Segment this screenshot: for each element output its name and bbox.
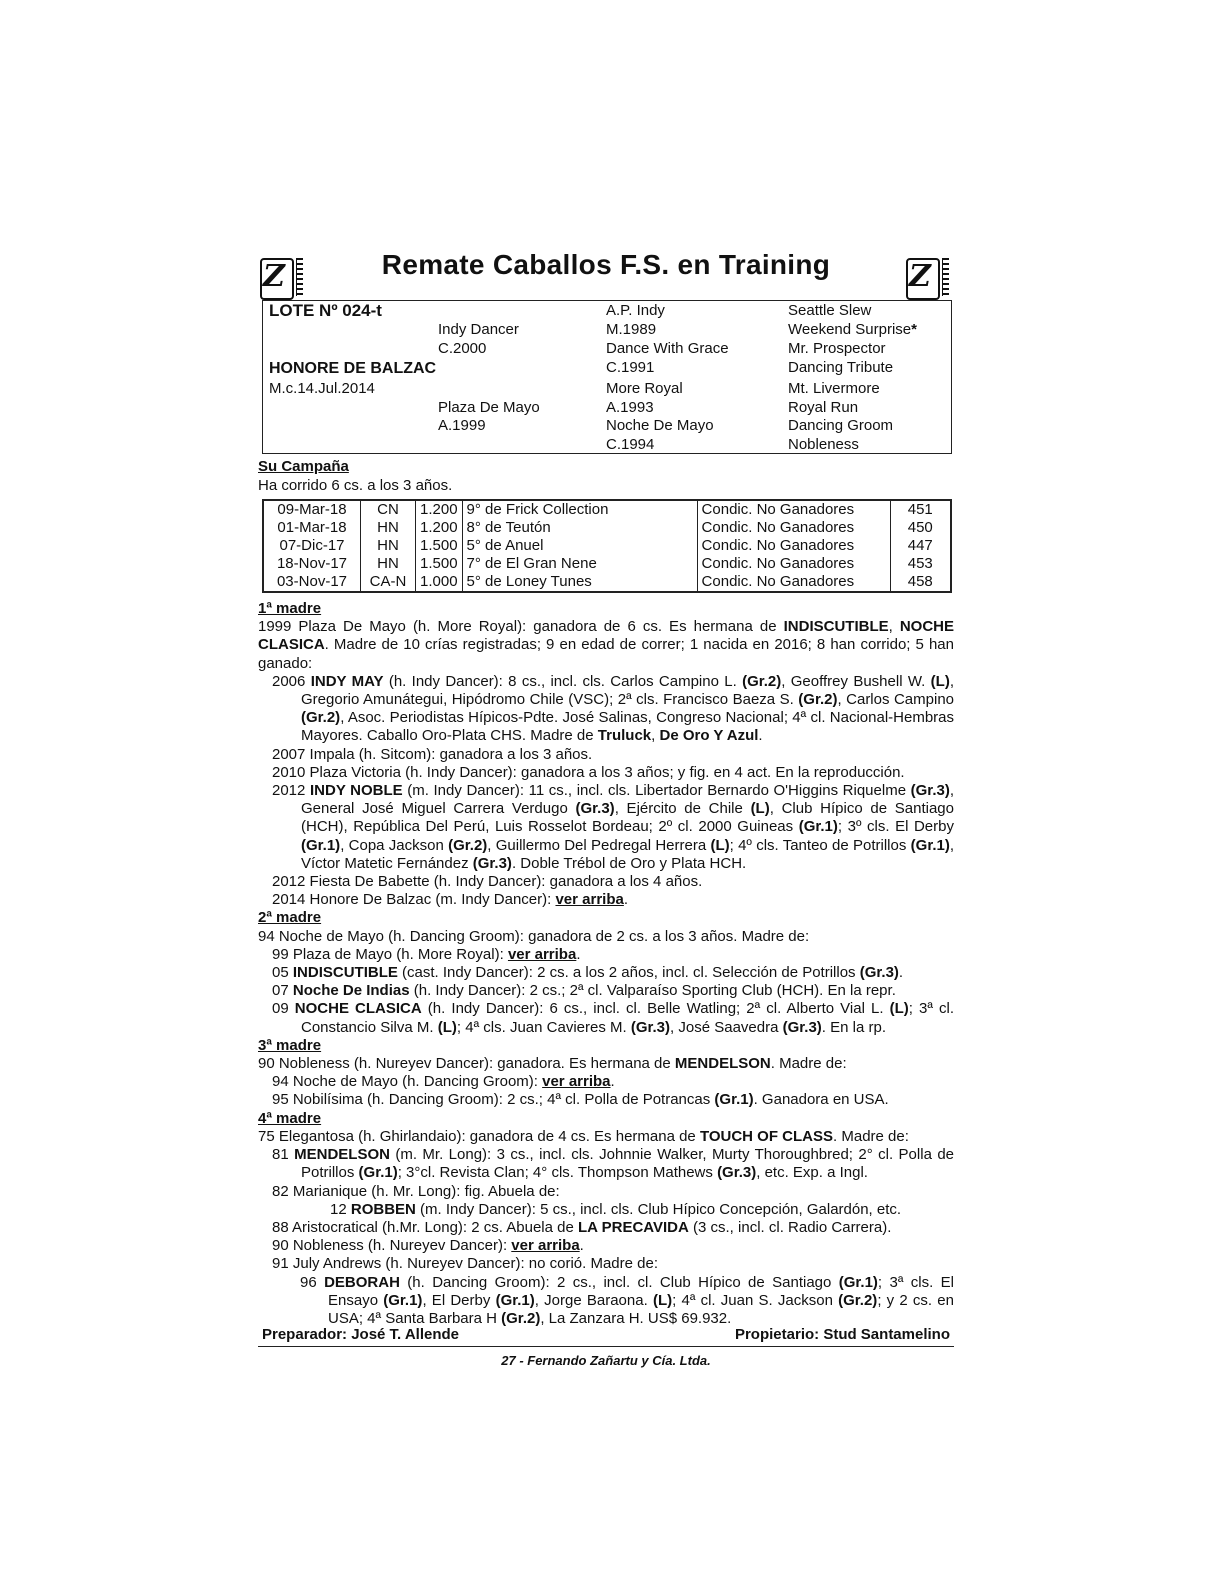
ancestor-5: Mt. Livermore [788,380,880,397]
granddam-1: Dance With Grace [606,340,729,357]
granddam-2: Noche De Mayo [606,417,714,434]
grandsire-1-info: M.1989 [606,321,657,338]
race-weight: 458 [890,573,951,592]
see-above-link: ver arriba [511,1237,580,1255]
grandsire-1: A.P. Indy [606,302,665,319]
produce-entry: 07 Noche De Indias (h. Indy Dancer): 2 cs.; 2ª cl. Valparaíso Sporting Club (HCH). En la repr. [272,982,896,1000]
dam-name: Plaza De Mayo [438,399,540,416]
produce-entry: 2007 Impala (h. Sitcom): ganadora a los 3 años. [272,745,593,763]
race-result: 7° de El Gran Nene [462,555,697,573]
produce-subentry: 96 DEBORAH (h. Dancing Groom): 2 cs., incl. cl. Club Hípico de Santiago (Gr.1); 3ª cls. El Ensayo (Gr.1), El Derby (Gr.1), Jorge Baraona. (L); 4ª cl. Juan S. Jackson (Gr.2); y 2 cs. en USA; 4ª Santa Barbara H (Gr.2), La Zanzara H. US$ 69.932. [300,1273,954,1327]
lot-number: LOTE Nº 024-t [269,301,382,320]
third-dam-intro: 90 Nobleness (h. Nureyev Dancer): ganadora. Es hermana de MENDELSON. Madre de: [258,1055,847,1073]
race-result: 5° de Anuel [462,537,697,555]
race-weight: 450 [890,519,951,537]
produce-entry: 88 Aristocratical (h.Mr. Long): 2 cs. Abuela de LA PRECAVIDA (3 cs., incl. cl. Radio Carrera). [272,1218,892,1236]
first-dam-intro: 1999 Plaza De Mayo (h. More Royal): ganadora de 6 cs. Es hermana de INDISCUTIBLE, NOCHE CLASICA. Madre de 10 crías registradas; 9 en edad de correr; 1 nacida en 2016; 8 han corrido; 5 han ganado: [258,618,954,672]
page-title: Remate Caballos F.S. en Training [381,249,831,280]
produce-entry: 94 Noche de Mayo (h. Dancing Groom): ver arriba. [272,1073,615,1091]
fz-logo-left: Z [260,258,300,298]
table-row [263,519,951,537]
produce-entry: 2010 Plaza Victoria (h. Indy Dancer): ganadora a los 3 años; y fig. en 4 act. En la reproducción. [272,763,905,781]
race-track: HN [361,519,416,537]
race-condition: Condic. No Ganadores [697,519,890,537]
race-condition: Condic. No Ganadores [697,573,890,592]
race-distance: 1.500 [416,537,463,555]
race-track: HN [361,537,416,555]
table-row [263,573,951,592]
fourth-dam-intro: 75 Elegantosa (h. Ghirlandaio): ganadora de 4 cs. Es hermana de TOUCH OF CLASS. Madre de: [258,1127,909,1145]
produce-entry: 2012 Fiesta De Babette (h. Indy Dancer): ganadora a los 4 años. [272,873,703,891]
footer-divider [258,1346,954,1347]
produce-entry: 2012 INDY NOBLE (m. Indy Dancer): 11 cs., incl. cls. Libertador Bernardo O'Higgins Riquelme (Gr.3), General José Miguel Carrera Verdugo (Gr.3), Ejército de Chile (L), Club Hípico de Santiago (HCH), República Del Perú, Luis Rosselot Bordeau; 2º cl. 2000 Guineas (Gr.1); 3º cls. El Derby (Gr.1), Copa Jackson (Gr.2), Guillermo Del Pedregal Herrera (L); 4º cls. Tanteo de Potrillos (Gr.1), Víctor Matetic Fernández (Gr.3). Doble Trébol de Oro y Plata HCH. [272,782,955,872]
produce-entry: 82 Marianique (h. Mr. Long): fig. Abuela de: [272,1182,560,1200]
ancestor-1: Seattle Slew [788,302,872,319]
race-date: 03-Nov-17 [263,573,361,592]
granddam-1-info: C.1991 [606,359,655,376]
trainer: Preparador: José T. Allende [262,1326,460,1343]
dam-info: A.1999 [438,417,486,434]
race-date: 18-Nov-17 [263,555,361,573]
race-result: 8° de Teutón [462,519,697,537]
race-track: CN [361,500,416,519]
second-dam-heading: 2ª madre [258,909,322,927]
see-above-link: ver arriba [542,1073,611,1091]
see-above-link: ver arriba [555,891,624,909]
race-distance: 1.200 [416,519,463,537]
produce-entry: 2006 INDY MAY (h. Indy Dancer): 8 cs., incl. cls. Carlos Campino L. (Gr.2), Geoffrey Bushell W. (L), Gregorio Amunátegui, Hipódromo Chile (VSC); 2ª cls. Francisco Baeza S. (Gr.2), Carlos Campino (Gr.2), Asoc. Periodistas Hípicos-Pdte. José Salinas, Congreso Nacional; 4ª cl. Nacional-Hembras Mayores. Caballo Oro-Plata CHS. Madre de Truluck, De Oro Y Azul. [272,672,954,745]
race-date: 09-Mar-18 [263,500,361,519]
fourth-dam-heading: 4ª madre [258,1109,322,1127]
ancestor-8: Nobleness [788,436,859,453]
produce-entry: 95 Nobilísima (h. Dancing Groom): 2 cs.; 4ª cl. Polla de Potrancas (Gr.1). Ganadora en USA. [272,1091,889,1109]
race-date: 01-Mar-18 [263,519,361,537]
campaign-summary: Ha corrido 6 cs. a los 3 años. [258,477,453,494]
sire-name: Indy Dancer [438,321,519,338]
race-distance: 1.500 [416,555,463,573]
ancestor-6: Royal Run [788,399,859,416]
ancestor-3: Mr. Prospector [788,340,886,357]
dam-line-section [258,600,954,1328]
horse-info: M.c.14.Jul.2014 [269,380,375,397]
produce-entry: 90 Nobleness (h. Nureyev Dancer): ver arriba. [272,1237,584,1255]
race-result: 9° de Frick Collection [462,500,697,519]
ancestor-4: Dancing Tribute [788,359,894,376]
race-distance: 1.200 [416,500,463,519]
table-row [263,537,951,555]
race-track: CA-N [361,573,416,592]
race-weight: 447 [890,537,951,555]
race-track: HN [361,555,416,573]
pedigree-box [262,300,952,454]
race-date: 07-Dic-17 [263,537,361,555]
produce-entry: 81 MENDELSON (m. Mr. Long): 3 cs., incl. cls. Johnnie Walker, Murty Thoroughbred; 2° cl. Polla de Potrillos (Gr.1); 3°cl. Revista Clan; 4° cls. Thompson Mathews (Gr.3), etc. Exp. a Ingl. [272,1146,955,1182]
lot-footer [262,1326,950,1344]
grandsire-2-info: A.1993 [606,399,654,416]
fz-logo-right: Z [906,258,946,298]
produce-entry: 2014 Honore De Balzac (m. Indy Dancer): ver arriba. [272,891,629,909]
grandsire-2: More Royal [606,380,683,397]
race-condition: Condic. No Ganadores [697,500,890,519]
campaign-heading: Su Campaña [258,458,349,475]
horse-name: HONORE DE BALZAC [269,360,437,377]
produce-entry: 99 Plaza de Mayo (h. More Royal): ver arriba. [272,945,581,963]
table-row [263,500,951,519]
race-weight: 453 [890,555,951,573]
race-weight: 451 [890,500,951,519]
race-result: 5° de Loney Tunes [462,573,697,592]
sire-info: C.2000 [438,340,487,357]
ancestor-2: Weekend Surprise* [788,321,917,338]
page-footer: 27 - Fernando Zañartu y Cía. Ltda. [501,1353,711,1368]
owner: Propietario: Stud Santamelino [734,1326,950,1343]
granddam-2-info: C.1994 [606,436,655,453]
first-dam-heading: 1ª madre [258,600,322,617]
ancestor-7: Dancing Groom [788,417,894,434]
third-dam-heading: 3ª madre [258,1036,322,1054]
produce-entry: 09 NOCHE CLASICA (h. Indy Dancer): 6 cs., incl. cl. Belle Watling; 2ª cl. Alberto Vial L. (L); 3ª cl. Constancio Silva M. (L); 4ª cls. Juan Cavieres M. (Gr.3), José Saavedra (Gr.3). En la rp. [272,1000,954,1036]
campaign-table [262,499,952,593]
see-above-link: ver arriba [507,945,577,963]
second-dam-intro: 94 Noche de Mayo (h. Dancing Groom): ganadora de 2 cs. a los 3 años. Madre de: [258,927,810,945]
table-row [263,555,951,573]
produce-entry: 05 INDISCUTIBLE (cast. Indy Dancer): 2 cs. a los 2 años, incl. cl. Selección de Potrillos (Gr.3). [272,964,904,982]
produce-subentry: 12 ROBBEN (m. Indy Dancer): 5 cs., incl. cls. Club Hípico Concepción, Galardón, etc. [330,1200,902,1218]
race-distance: 1.000 [416,573,463,592]
race-condition: Condic. No Ganadores [697,537,890,555]
race-condition: Condic. No Ganadores [697,555,890,573]
produce-entry: 91 July Andrews (h. Nureyev Dancer): no corió. Madre de: [272,1255,659,1273]
